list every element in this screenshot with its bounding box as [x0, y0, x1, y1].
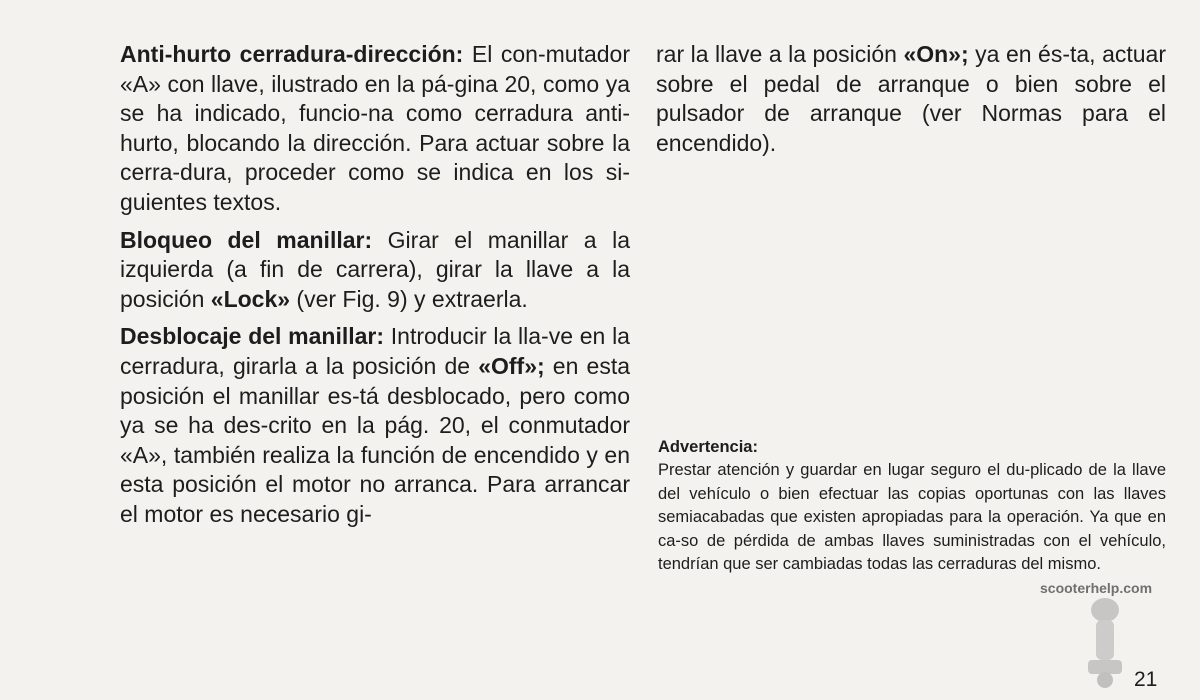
key-position-lock: «Lock»: [210, 285, 291, 312]
paragraph-handlebar-unlock: [120, 322, 630, 529]
left-column: [120, 40, 630, 538]
key-position-on: «On»;: [903, 41, 969, 67]
right-column: [656, 40, 1166, 166]
text-anti-theft-lock: El con-mutador «A» con llave, ilustrado en la pá-gina 20, como ya se ha indicado, funcio-na como cerradura anti-hurto, blocando la dirección. Para actuar sobre la cerra-dura, proceder como se indica en los si-guientes textos.: [120, 41, 630, 215]
warning-box: [658, 436, 1166, 576]
scooter-logo-icon: [1070, 590, 1140, 690]
paragraph-start-engine: [656, 40, 1166, 158]
text-start-engine-b: ya en és-ta, actuar sobre el pedal de arranque o bien sobre el pulsador de arranque (ver Normas para el encendido).: [656, 41, 1166, 156]
heading-handlebar-unlock: Desblocaje del manillar:: [120, 323, 385, 350]
text-handlebar-unlock-a: Introducir la lla-ve en la cerradura, girarla a la posición de: [120, 323, 630, 379]
paragraph-handlebar-lock: [120, 226, 630, 315]
heading-handlebar-lock: Bloqueo del manillar:: [120, 226, 373, 253]
watermark-text: scooterhelp.com: [1040, 580, 1153, 596]
text-start-engine-a: rar la llave a la posición: [656, 41, 904, 67]
text-handlebar-unlock-b: en esta posición el manillar es-tá desblocado, pero como ya se ha des-crito en la pág. 20, el conmutador «A», también realiza la función de encendido y en esta posición el motor no arranca. Para arrancar el motor es necesario gi-: [120, 352, 630, 527]
page-number: 21: [1134, 668, 1158, 691]
heading-anti-theft-lock: Anti-hurto cerradura-dirección:: [120, 41, 464, 67]
paragraph-anti-theft-lock: [120, 40, 630, 218]
warning-text: Prestar atención y guardar en lugar seguro el du-plicado de la llave del vehículo o bien efectuar las copias oportunas con las llaves semiacabadas que existen apropiadas para la operación. Ya que en ca-so de pérdida de ambas llaves suministradas con el vehículo, tendrían que ser cambiadas todas las cerraduras del mismo.: [658, 461, 1166, 574]
text-handlebar-lock-b: (ver Fig. 9) y extraerla.: [290, 285, 528, 312]
key-position-off: «Off»;: [478, 352, 545, 379]
text-handlebar-lock-a: Girar el manillar a la izquierda (a fin de carrera), girar la llave a la posición: [120, 226, 630, 312]
warning-title: Advertencia:: [658, 438, 758, 456]
